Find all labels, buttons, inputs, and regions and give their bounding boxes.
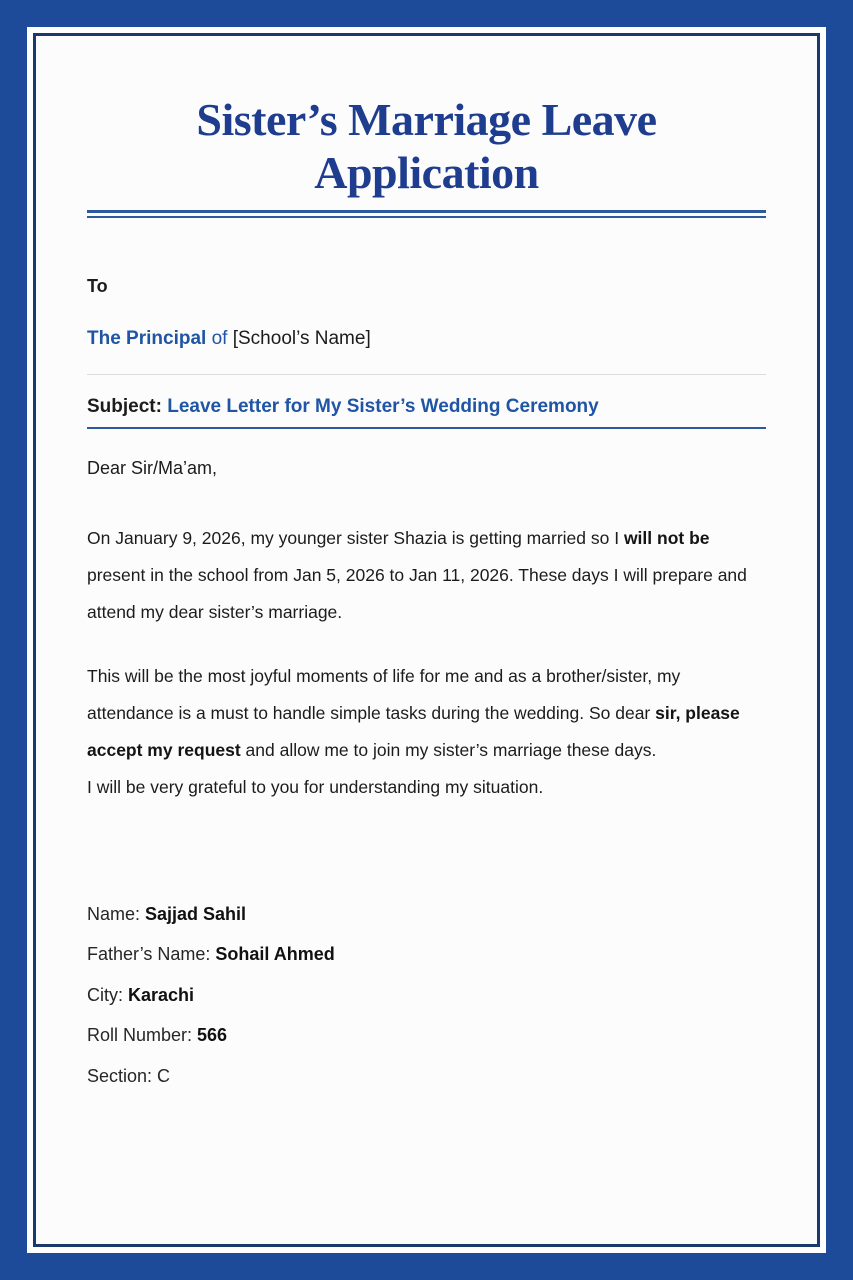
salutation: Dear Sir/Ma’am,: [87, 457, 218, 478]
body-paragraph-2: [87, 658, 766, 806]
paragraph2-text-cont: and allow me to join my sister’s marriage these days.: [240, 739, 657, 760]
signature-row-father-name: [87, 944, 766, 985]
signature-roll-number-value: 566: [197, 1025, 228, 1046]
section-divider: [87, 374, 766, 375]
subject-line: [87, 396, 766, 429]
body-paragraph-1: [87, 520, 766, 631]
recipient-school-name: [School’s Name]: [232, 327, 371, 349]
paragraph1-text: On January 9, 2026, my younger sister Shazia is getting married so I: [87, 527, 624, 548]
paragraph1-bold-text: will not be: [623, 527, 710, 548]
signature-row-section: [87, 1066, 766, 1107]
recipient-principal: The Principal: [87, 327, 207, 349]
signature-father-name-label: Father’s Name:: [87, 944, 211, 965]
signature-row-roll-number: [87, 1025, 766, 1066]
recipient-line: [87, 328, 766, 350]
signature-city-value: Karachi: [128, 984, 195, 1005]
letter-page: [33, 33, 820, 1247]
signature-section-value: C: [157, 1065, 171, 1086]
recipient-of: of: [211, 327, 228, 349]
recipient-to-label: To: [87, 275, 108, 296]
letter-page-frame: [27, 27, 826, 1253]
subject-text: Leave Letter for My Sister’s Wedding Ceremony: [167, 395, 599, 417]
signature-section-label: Section:: [87, 1065, 153, 1086]
page-title: Sister’s Marriage Leave Application: [196, 94, 657, 198]
signature-roll-number-label: Roll Number:: [87, 1025, 193, 1046]
signature-city-label: City:: [87, 984, 123, 1005]
signature-block: [87, 904, 766, 1107]
signature-name-value: Sajjad Sahil: [145, 903, 247, 924]
paragraph2-closing-line: I will be very grateful to you for understanding my situation.: [87, 776, 544, 797]
subject-label: Subject:: [87, 395, 162, 417]
signature-row-name: [87, 904, 766, 945]
title-double-rule: [87, 210, 766, 218]
signature-father-name-value: Sohail Ahmed: [215, 944, 335, 965]
signature-row-city: [87, 985, 766, 1026]
paragraph2-text: This will be the most joyful moments of life for me and as a brother/sister, my attendance is a must to handle simple tasks during the wedding. So dear: [87, 665, 681, 723]
paragraph1-text-cont: present in the school from Jan 5, 2026 to Jan 11, 2026. These days I will prepare and attend my dear sister’s marriage.: [87, 564, 747, 622]
paragraph2-bold-text: sir, please accept my request: [87, 702, 740, 760]
signature-name-label: Name:: [87, 903, 141, 924]
